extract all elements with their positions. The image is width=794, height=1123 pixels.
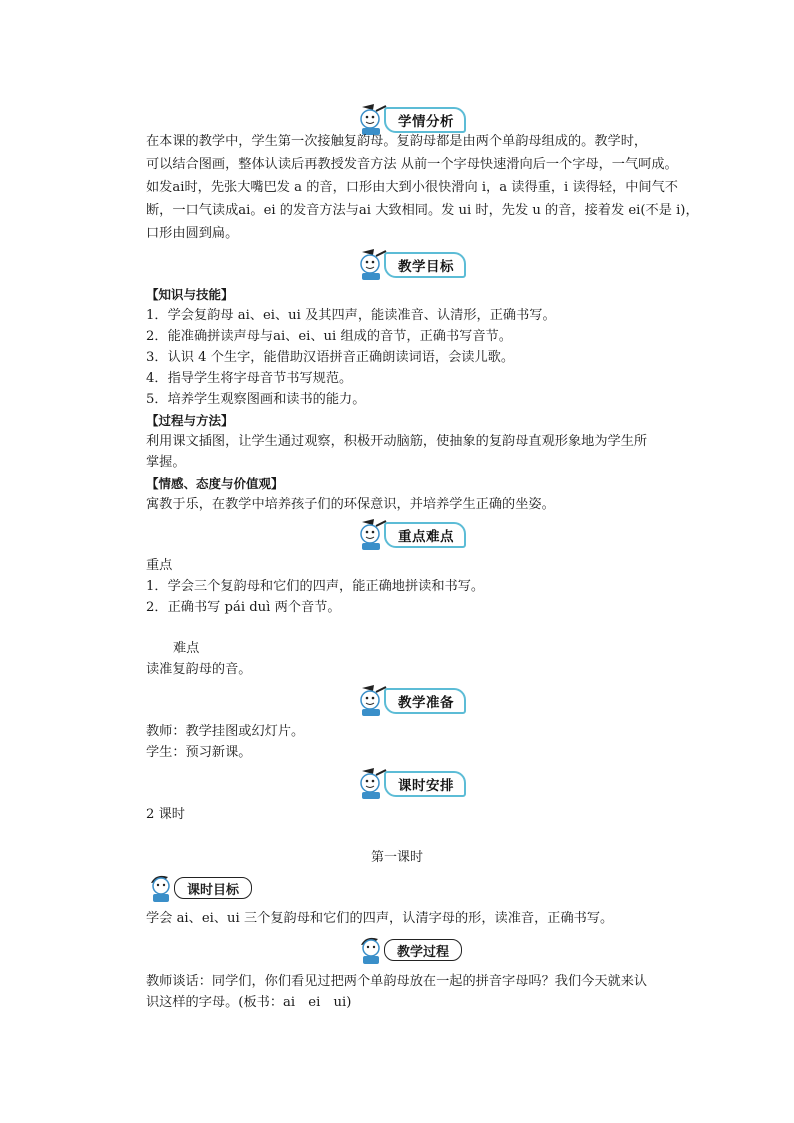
subheading: 【知识与技能】 — [146, 287, 234, 302]
mascot-icon — [356, 518, 392, 552]
list-item: 4．指导学生将字母音节书写规范。 — [146, 371, 353, 386]
list-item: 3．认识 4 个生字，能借助汉语拼音正确朗读词语，会读儿歌。 — [146, 350, 515, 365]
text-line: 识这样的字母。(板书：ai ei ui) — [146, 995, 352, 1010]
difficulty-label: 难点 — [173, 641, 200, 656]
section-title: 重点难点 — [384, 522, 466, 548]
text-line: 可以结合图画，整体认读后再教授发音方法 从前一个字母快速滑向后一个字母，一气呵成。 — [146, 157, 678, 172]
subsection-title: 教学过程 — [384, 939, 462, 961]
list-item: 2．能准确拼读声母与ai、ei、ui 组成的音节，正确书写音节。 — [146, 329, 512, 344]
mascot-icon — [356, 248, 392, 282]
text-line: 断，一口气读成ai。ei 的发音方法与ai 大致相同。发 ui 时，先发 u 的音，接着发 ei(不是 i)， — [146, 203, 699, 218]
list-item: 1．学会三个复韵母和它们的四声，能正确地拼读和书写。 — [146, 579, 485, 594]
subsection-title: 课时目标 — [174, 877, 252, 899]
list-item: 5．培养学生观察图画和读书的能力。 — [146, 392, 366, 407]
list-item: 1．学会复韵母 ai、ei、ui 及其四声，能读准音、认清形，正确书写。 — [146, 308, 556, 323]
section-title: 课时安排 — [384, 771, 466, 797]
list-item: 2．正确书写 pái duì 两个音节。 — [146, 600, 341, 615]
text-line: 教师谈话：同学们，你们看见过把两个单韵母放在一起的拼音字母吗？我们今天就来认 — [146, 974, 648, 989]
text-line: 口形由圆到扁。 — [146, 226, 239, 241]
student-icon — [356, 935, 390, 965]
text-line: 读准复韵母的音。 — [146, 662, 252, 677]
section-header-goals — [356, 248, 466, 282]
text-line: 学会 ai、ei、ui 三个复韵母和它们的四声，认清字母的形，读准音，正确书写。 — [146, 911, 614, 926]
text-line: 如发ai时，先张大嘴巴发 a 的音，口形由大到小很快滑向 i，a 读得重，i 读得轻，中间气不 — [146, 180, 678, 195]
subsection-header-teaching-process — [356, 936, 462, 964]
mascot-icon — [356, 767, 392, 801]
section-header-schedule — [356, 767, 466, 801]
section-title: 教学目标 — [384, 252, 466, 278]
text-line: 2 课时 — [146, 807, 185, 822]
student-icon — [146, 873, 180, 903]
subheading: 【情感、态度与价值观】 — [146, 476, 284, 491]
section-header-key-points — [356, 518, 466, 552]
section-header-preparation — [356, 684, 466, 718]
mascot-icon — [356, 684, 392, 718]
subsection-header-lesson-goal — [146, 874, 252, 902]
text-line: 寓教于乐，在教学中培养孩子们的环保意识，并培养学生正确的坐姿。 — [146, 497, 555, 512]
lesson-title: 第一课时 — [370, 850, 423, 865]
section-title: 教学准备 — [384, 688, 466, 714]
key-label: 重点 — [146, 558, 173, 573]
text-line: 在本课的教学中，学生第一次接触复韵母。复韵母都是由两个单韵母组成的。教学时， — [146, 134, 648, 149]
text-line: 掌握。 — [146, 455, 186, 470]
subheading: 【过程与方法】 — [146, 413, 234, 428]
text-line: 利用课文插图，让学生通过观察，积极开动脑筋，使抽象的复韵母直观形象地为学生所 — [146, 434, 648, 449]
section-title: 学情分析 — [384, 107, 466, 133]
text-line: 教师：教学挂图或幻灯片。 — [146, 724, 305, 739]
text-line: 学生：预习新课。 — [146, 745, 252, 760]
